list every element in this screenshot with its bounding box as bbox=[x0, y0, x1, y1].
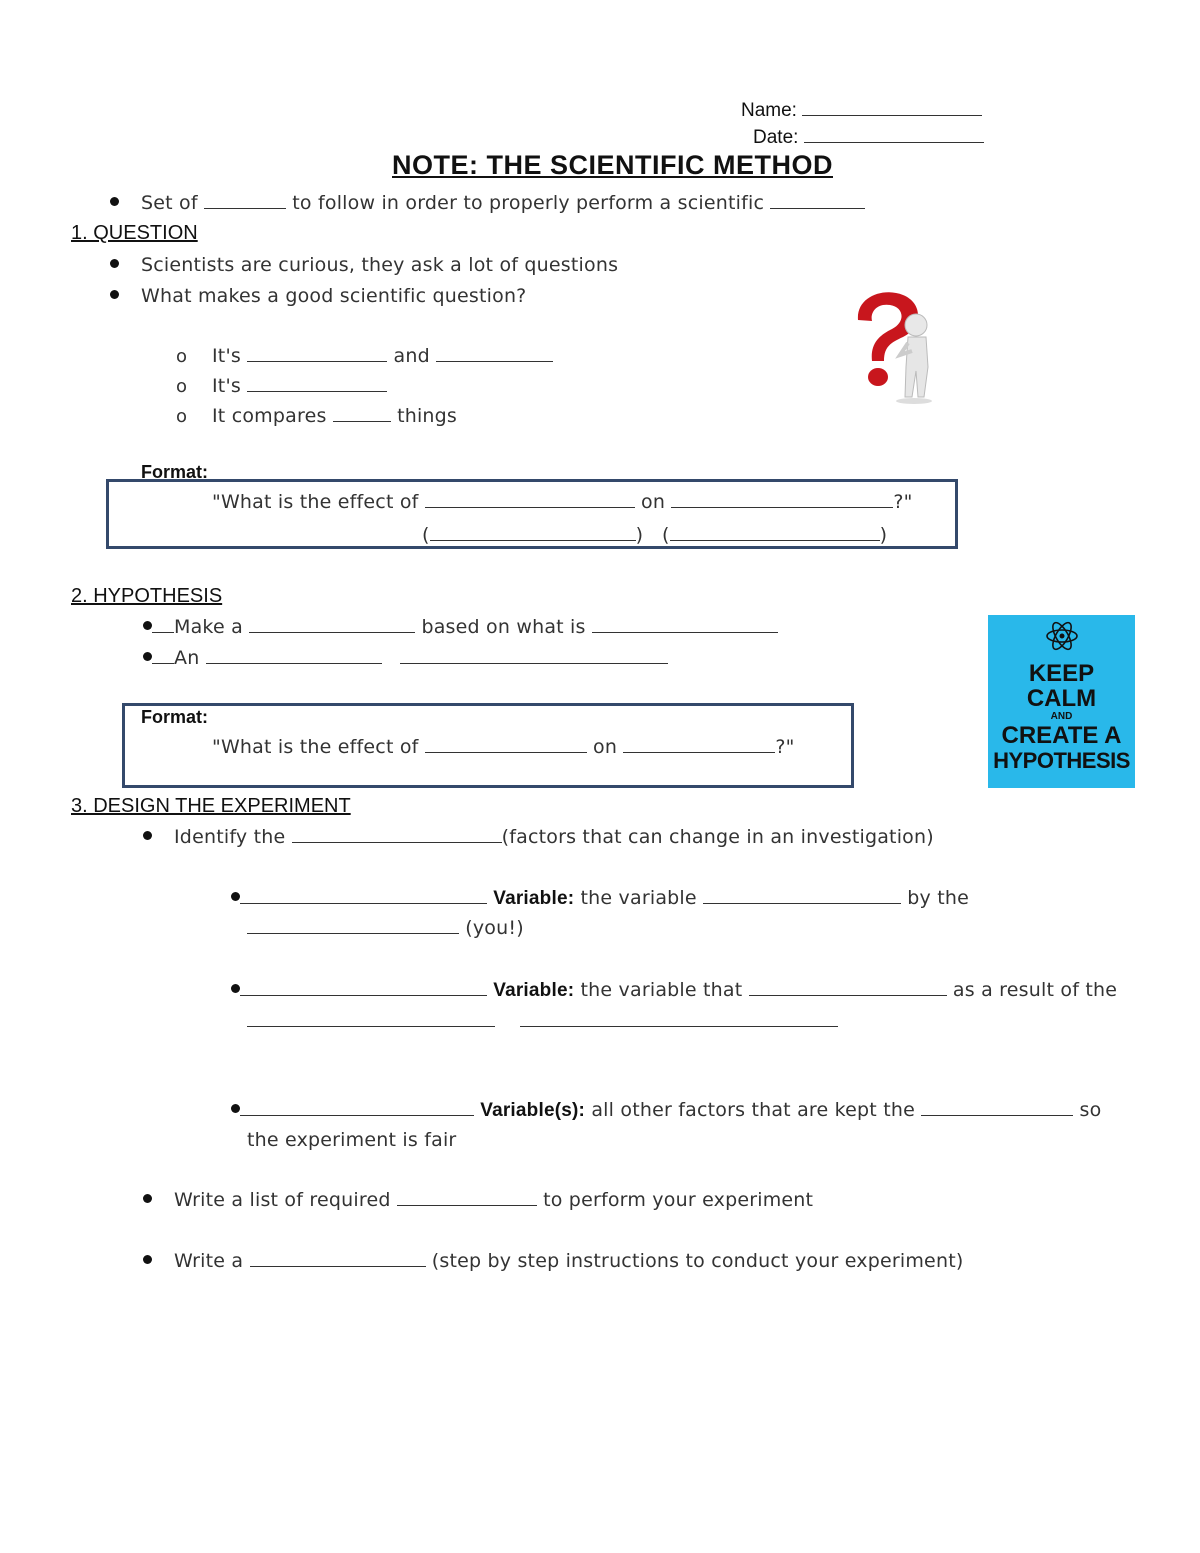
bullet-dot bbox=[143, 1194, 152, 1203]
list-item: What makes a good scientific question? bbox=[110, 285, 526, 307]
blank[interactable] bbox=[592, 631, 778, 633]
blank[interactable] bbox=[921, 1114, 1073, 1116]
list-item: Write a list of required to perform your experiment bbox=[143, 1189, 813, 1211]
list-item: Write a (step by step instructions to conduct your experiment) bbox=[143, 1250, 963, 1272]
blank[interactable] bbox=[770, 207, 865, 209]
atom-icon bbox=[1045, 621, 1079, 651]
blank[interactable] bbox=[436, 360, 553, 362]
bullet-dot bbox=[143, 831, 152, 840]
blank[interactable] bbox=[623, 751, 775, 753]
list-item: Identify the (factors that can change in an investigation) bbox=[143, 826, 934, 848]
blank[interactable] bbox=[204, 207, 286, 209]
format-line: "What is the effect of on ?" bbox=[212, 491, 913, 513]
blank[interactable] bbox=[240, 1114, 474, 1116]
bullet-dot bbox=[143, 652, 152, 661]
blank[interactable] bbox=[749, 994, 947, 996]
list-item: Make a based on what is bbox=[143, 616, 778, 638]
blank[interactable] bbox=[247, 932, 459, 934]
list-item: An bbox=[143, 647, 668, 669]
section-heading-hypothesis: 2. HYPOTHESIS bbox=[71, 585, 223, 607]
date-field bbox=[753, 127, 984, 149]
variable-item-cont: (you!) bbox=[247, 917, 524, 939]
poster-text: KEEP CALM AND CREATE A HYPOTHESIS bbox=[993, 660, 1130, 773]
format-parens: ( ) ( ) bbox=[422, 524, 888, 546]
keep-calm-poster bbox=[988, 615, 1135, 788]
question-mark-figure-icon bbox=[828, 285, 956, 410]
blank[interactable] bbox=[397, 1204, 537, 1206]
format-label: Format: bbox=[141, 707, 208, 727]
blank[interactable] bbox=[206, 662, 382, 664]
blank[interactable] bbox=[250, 1265, 426, 1267]
bullet-dot bbox=[231, 1104, 240, 1113]
blank[interactable] bbox=[292, 841, 502, 843]
name-field bbox=[741, 100, 982, 122]
page-title: NOTE: THE SCIENTIFIC METHOD bbox=[392, 150, 833, 180]
variable-item: Variable(s): all other factors that are kept the so bbox=[231, 1099, 1101, 1122]
format-line: "What is the effect of on ?" bbox=[212, 736, 795, 758]
section-heading-question: 1. QUESTION bbox=[71, 222, 198, 244]
variable-item: Variable: the variable by the bbox=[231, 887, 969, 910]
blank[interactable] bbox=[240, 902, 487, 904]
format-label: Format: bbox=[141, 462, 208, 482]
blank[interactable] bbox=[247, 1025, 495, 1027]
variable-item-cont bbox=[247, 1010, 838, 1032]
bullet-dot bbox=[110, 259, 119, 268]
blank[interactable] bbox=[333, 420, 391, 422]
date-label: Date: bbox=[753, 127, 799, 148]
bullet-dot bbox=[110, 197, 119, 206]
blank[interactable] bbox=[247, 390, 387, 392]
bullet-dot bbox=[231, 892, 240, 901]
blank[interactable] bbox=[247, 360, 387, 362]
blank[interactable] bbox=[240, 994, 487, 996]
section-heading-design: 3. DESIGN THE EXPERIMENT bbox=[71, 795, 351, 817]
bullet-dot bbox=[143, 621, 152, 630]
intro-bullet: Set of to follow in order to properly perform a scientific bbox=[110, 192, 865, 214]
variable-item: Variable: the variable that as a result of the bbox=[231, 979, 1117, 1002]
list-item: Scientists are curious, they ask a lot of questions bbox=[110, 254, 618, 276]
sub-item: o It's and bbox=[176, 345, 553, 367]
sub-item: o It's bbox=[176, 375, 387, 397]
name-label: Name: bbox=[741, 100, 797, 121]
blank[interactable] bbox=[249, 631, 415, 633]
bullet-dot bbox=[110, 290, 119, 299]
sub-item: o It compares things bbox=[176, 405, 458, 427]
blank[interactable] bbox=[671, 506, 893, 508]
blank[interactable] bbox=[400, 662, 668, 664]
blank[interactable] bbox=[520, 1025, 838, 1027]
date-blank[interactable] bbox=[804, 141, 984, 143]
name-blank[interactable] bbox=[802, 114, 982, 116]
bullet-dot bbox=[143, 1255, 152, 1264]
blank[interactable] bbox=[425, 506, 635, 508]
bullet-dot bbox=[231, 984, 240, 993]
blank[interactable] bbox=[425, 751, 587, 753]
blank[interactable] bbox=[703, 902, 901, 904]
variable-item-cont: the experiment is fair bbox=[247, 1129, 457, 1151]
